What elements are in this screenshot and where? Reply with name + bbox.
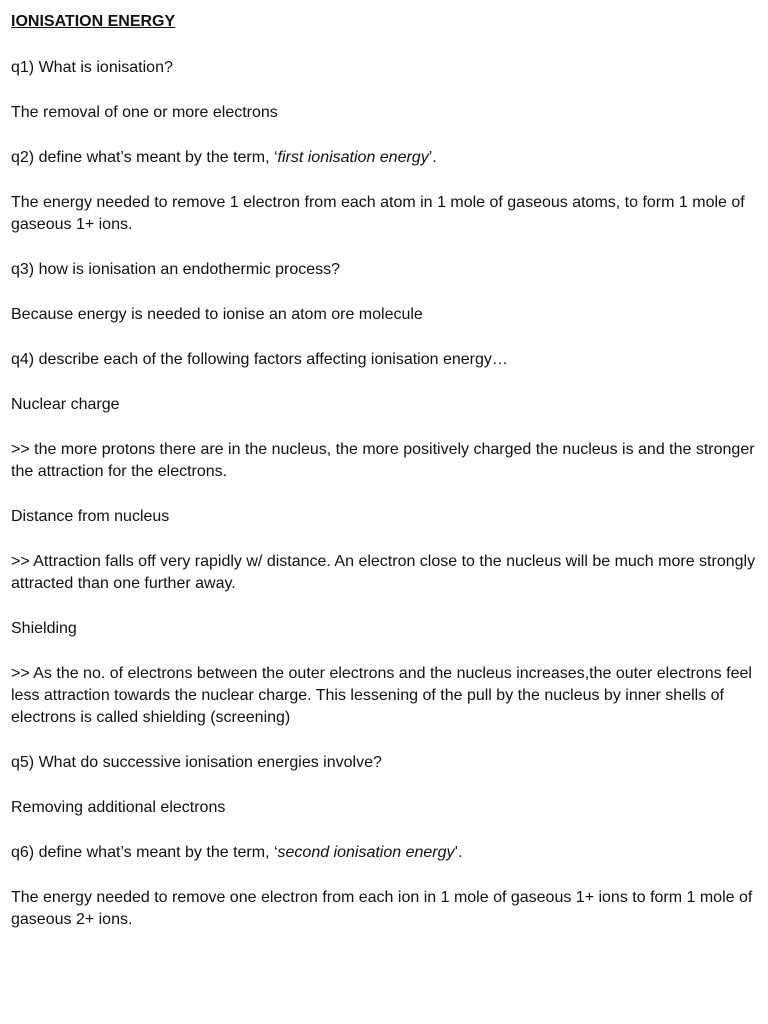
q2-question xyxy=(11,147,756,169)
q1-question: q1) What is ionisation? xyxy=(11,59,173,76)
q5-answer: Removing additional electrons xyxy=(11,799,226,816)
factor-heading-shielding: Shielding xyxy=(11,620,77,637)
q4-question: q4) describe each of the following factors affecting ionisation energy… xyxy=(11,351,508,368)
factor-heading-nuclear-charge: Nuclear charge xyxy=(11,396,120,413)
q6-suffix: ’. xyxy=(454,844,463,861)
q6-question xyxy=(11,842,756,864)
q2-answer: The energy needed to remove 1 electron from each atom in 1 mole of gaseous atoms, to form 1 mole of gaseous 1+ ions. xyxy=(11,194,745,233)
factor-text-shielding: >> As the no. of electrons between the outer electrons and the nucleus increases,the outer electrons feel less attraction towards the nuclear charge. This lessening of the pull by the nucleus by inner shells of electrons is called shielding (screening) xyxy=(11,665,752,726)
q2-term: first ionisation energy xyxy=(277,149,429,166)
factor-heading-distance: Distance from nucleus xyxy=(11,508,170,525)
factor-text-nuclear-charge: >> the more protons there are in the nucleus, the more positively charged the nucleus is and the stronger the attraction for the electrons. xyxy=(11,441,755,480)
q1-answer: The removal of one or more electrons xyxy=(11,104,278,121)
q2-prefix: q2) define what’s meant by the term, ‘ xyxy=(11,149,278,166)
q6-prefix: q6) define what’s meant by the term, ‘ xyxy=(11,844,278,861)
document-title: IONISATION ENERGY xyxy=(11,13,176,30)
q5-question: q5) What do successive ionisation energies involve? xyxy=(11,754,382,771)
factor-text-distance: >> Attraction falls off very rapidly w/ distance. An electron close to the nucleus will be much more strongly attracted than one further away. xyxy=(11,553,756,592)
q6-answer: The energy needed to remove one electron from each ion in 1 mole of gaseous 1+ ions to form 1 mole of gaseous 2+ ions. xyxy=(11,889,753,928)
q3-question: q3) how is ionisation an endothermic process? xyxy=(11,261,341,278)
q2-suffix: ’. xyxy=(428,149,437,166)
q3-answer: Because energy is needed to ionise an atom ore molecule xyxy=(11,306,423,323)
q6-term: second ionisation energy xyxy=(277,844,455,861)
